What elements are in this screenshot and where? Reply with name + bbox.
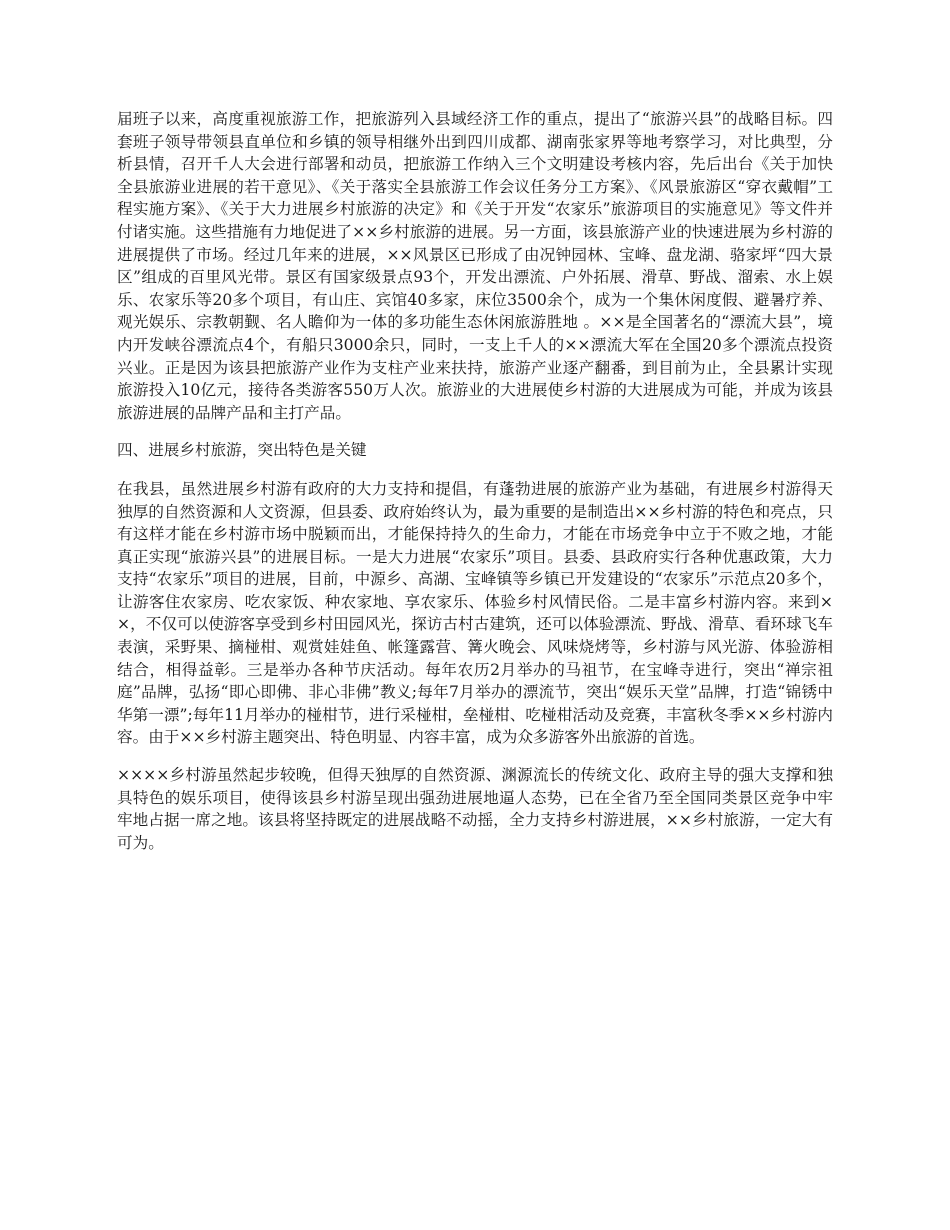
paragraph-rural-tourism-features: 在我县，虽然进展乡村游有政府的大力支持和提倡，有蓬勃进展的旅游产业为基础，有进展乡村游得天独厚的自然资源和人文资源，但县委、政府始终认为，最为重要的是制造出××乡村游的特色和亮点，只有这样才能在乡村游市场中脱颖而出，才能保持持久的生命力，才能在市场竞争中立于不败之地，才能真正实现“旅游兴县”的进展目标。一是大力进展“农家乐”项目。县委、县政府实行各种优惠政策，大力支持“农家乐”项目的进展，目前，中源乡、高湖、宝峰镇等乡镇已开发建设的“农家乐”示范点20多个，让游客住农家房、吃农家饭、种农家地、享农家乐、体验乡村风情民俗。二是丰富乡村游内容。来到××，不仅可以使游客享受到乡村田园风光，探访古村古建筑，还可以体验漂流、野战、滑草、看环球飞车表演，采野果、摘椪柑、观赏娃娃鱼、帐篷露营、篝火晚会、风味烧烤等，乡村游与风光游、体验游相结合，相得益彰。三是举办各种节庆活动。每年农历2月举办的马祖节，在宝峰寺进行，突出“禅宗祖庭”品牌，弘扬“即心即佛、非心非佛”教义;每年7月举办的漂流节，突出“娱乐天堂”品牌，打造“锦锈中华第一漂”;每年11月举办的椪柑节，进行采椪柑，垒椪柑、吃椪柑活动及竞赛，丰富秋冬季××乡村游内容。由于××乡村游主题突出、特色明显、内容丰富，成为众多游客外出旅游的首选。	[117, 479, 833, 747]
paragraph-conclusion: ××××乡村游虽然起步较晚，但得天独厚的自然资源、渊源流长的传统文化、政府主导的强大支撑和独具特色的娱乐项目，使得该县乡村游呈现出强劲进展地逼人态势，已在全省乃至全国同类景区竞争中牢牢地占据一席之地。该县将坚持既定的进展战略不动摇，全力支持乡村游进展，××乡村旅游，一定大有可为。	[117, 766, 833, 852]
section-heading-rural-tourism-features: 四、进展乡村旅游，突出特色是关键	[117, 441, 367, 460]
paragraph-tourism-strategy: 届班子以来，高度重视旅游工作，把旅游列入县域经济工作的重点，提出了“旅游兴县”的战略目标。四套班子领导带领县直单位和乡镇的领导相继外出到四川成都、湖南张家界等地考察学习，对比典型，分析县情，召开千人大会进行部署和动员，把旅游工作纳入三个文明建设考核内容，先后出台《关于加快全县旅游业进展的若干意见》、《关于落实全县旅游工作会议任务分工方案》、《风景旅游区“穿衣戴帽”工程实施方案》、《关于大力进展乡村旅游的决定》和《关于开发“农家乐”旅游项目的实施意见》等文件并付诸实施。这些措施有力地促进了××乡村旅游的进展。另一方面，该县旅游产业的快速进展为乡村游的进展提供了市场。经过几年来的进展，××风景区已形成了由况钟园林、宝峰、盘龙湖、骆家坪“四大景区”组成的百里风光带。景区有国家级景点93个，开发出漂流、户外拓展、滑草、野战、溜索、水上娱乐、农家乐等20多个项目，有山庄、宾馆40多家，床位3500余个，成为一个集休闲度假、避暑疗养、观光娱乐、宗教朝觐、名人瞻仰为一体的多功能生态休闲旅游胜地 。××是全国著名的“漂流大县”，境内开发峡谷漂流点4个，有船只3000余只，同时，一支上千人的××漂流大军在全国20多个漂流点投资兴业。正是因为该县把旅游产业作为支柱产业来扶持，旅游产业逐产翻番，到目前为止，全县累计实现旅游投入10亿元，接待各类游客550万人次。旅游业的大进展使乡村游的大进展成为可能，并成为该县旅游进展的品牌产品和主打产品。	[117, 110, 833, 422]
document-body	[117, 108, 833, 869]
